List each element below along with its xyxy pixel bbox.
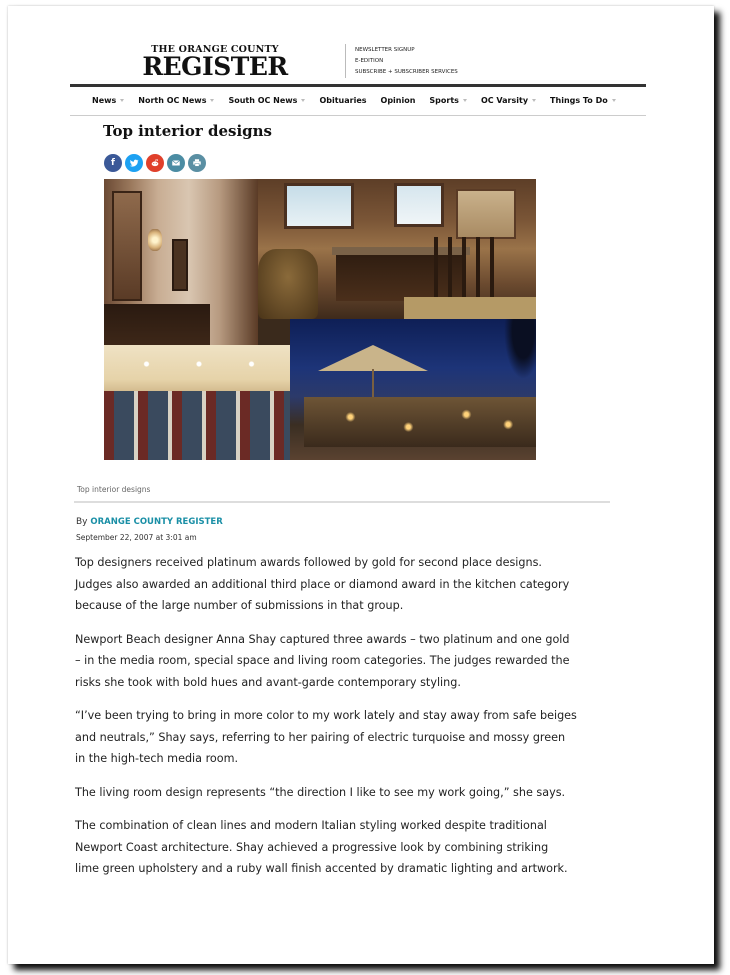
register-logo[interactable]: [140, 44, 290, 82]
paragraph-line: Newport Beach designer Anna Shay captured three awards – two platinum and one gold: [75, 632, 570, 646]
reddit-icon: [150, 158, 160, 168]
nav-item-things-to-do[interactable]: [550, 96, 616, 105]
paragraph-line: Top designers received platinum awards followed by gold for second place designs.: [75, 556, 542, 569]
paragraph: [75, 629, 605, 694]
patio-lights: [304, 397, 536, 447]
e-edition-link[interactable]: E-EDITION: [355, 58, 384, 64]
nav-label: North OC News: [138, 96, 207, 105]
share-buttons: [104, 154, 209, 172]
nav-item-opinion[interactable]: [381, 96, 416, 105]
paragraph-line: – in the media room, special space and living room categories. The judges rewarded the: [75, 654, 570, 667]
artwork-frame: [172, 239, 188, 291]
paragraph-line: and neutrals,” Shay says, referring to her pairing of electric turquoise and mossy green: [75, 730, 566, 744]
chevron-down-icon: [463, 99, 467, 102]
kitchen-floor: [404, 297, 536, 319]
chevron-down-icon: [120, 99, 124, 102]
kitchen-window: [284, 183, 354, 229]
paragraph-line: lime green upholstery and a ruby wall finish accented by dramatic lighting and artwork.: [75, 862, 568, 875]
nav-item-north-oc-news[interactable]: [138, 96, 214, 105]
image-caption: Top interior designs: [77, 485, 151, 494]
nav-label: Sports: [429, 96, 459, 105]
nav-item-south-oc-news[interactable]: [228, 96, 305, 105]
nav-list: [92, 96, 630, 105]
nav-label: Obituaries: [319, 96, 367, 105]
print-share-button[interactable]: [188, 154, 206, 172]
main-nav: [70, 84, 646, 116]
nav-item-sports[interactable]: [429, 96, 467, 105]
nav-item-obituaries[interactable]: [319, 96, 366, 105]
kitchen-backsplash: [456, 189, 516, 239]
masthead-divider: [345, 44, 346, 78]
chevron-down-icon: [210, 99, 214, 102]
nav-label: Things To Do: [550, 96, 608, 105]
kitchen-window-right: [394, 183, 444, 227]
twitter-icon: [129, 158, 139, 168]
paragraph-line: Newport Coast architecture. Shay achieved a progressive look by combining striking: [75, 840, 549, 854]
mirror-frame: [112, 191, 142, 301]
paragraph: [75, 815, 605, 880]
paragraph-line: risks she took with bold hues and avant-garde contemporary styling.: [75, 675, 461, 689]
chevron-down-icon: [532, 99, 536, 102]
facebook-share-button[interactable]: [104, 154, 122, 172]
paragraph-line: Judges also awarded an additional third place or diamond award in the kitchen category: [75, 577, 570, 591]
chevron-down-icon: [612, 99, 616, 102]
ceiling-lights: [124, 351, 274, 377]
byline-prefix: By: [76, 517, 88, 527]
paragraph-line: “I’ve been trying to bring in more color to my work lately and stay away from safe beiges: [75, 709, 577, 722]
logo-main-text: REGISTER: [142, 52, 288, 81]
nav-label: News: [92, 96, 117, 105]
nav-label: South OC News: [228, 96, 298, 105]
newsletter-signup-link[interactable]: NEWSLETTER SIGNUP: [355, 47, 415, 53]
masthead-links: [355, 45, 458, 78]
paragraph-line: The living room design represents “the direction I like to see my work going,” she says.: [75, 785, 566, 799]
facebook-icon: f: [111, 158, 115, 168]
email-share-button[interactable]: [167, 154, 185, 172]
armchair: [258, 249, 318, 319]
twitter-share-button[interactable]: [125, 154, 143, 172]
logo-top-text: THE ORANGE COUNTY: [151, 44, 279, 55]
email-icon: [171, 158, 181, 168]
masthead: [70, 44, 646, 86]
byline: [76, 517, 223, 527]
caption-divider: [74, 501, 610, 503]
article-title: Top interior designs: [103, 122, 272, 140]
paragraph: [75, 552, 605, 617]
nav-item-news[interactable]: [92, 96, 124, 105]
paragraph: [75, 705, 605, 770]
author-link[interactable]: ORANGE COUNTY REGISTER: [90, 517, 223, 527]
paragraph: [75, 782, 605, 804]
chevron-down-icon: [301, 99, 305, 102]
print-icon: [192, 158, 202, 168]
publish-date: September 22, 2007 at 3:01 am: [76, 533, 197, 542]
nav-label: OC Varsity: [480, 96, 529, 105]
paragraph-line: in the high-tech media room.: [75, 752, 239, 765]
wall-sconce: [148, 229, 162, 251]
paragraph-line: The combination of clean lines and modern Italian styling worked despite traditional: [75, 819, 547, 832]
vanity-counter: [104, 304, 210, 345]
nav-item-oc-varsity[interactable]: [481, 96, 536, 105]
windows: [104, 391, 290, 460]
paragraph-line: because of the large number of submissions in that group.: [75, 599, 404, 612]
palm-silhouette: [504, 319, 536, 379]
nav-label: Opinion: [380, 96, 416, 105]
article-body: [75, 552, 605, 880]
subscribe-link[interactable]: SUBSCRIBE + SUBSCRIBER SERVICES: [355, 69, 458, 75]
article-hero-image[interactable]: [104, 179, 536, 460]
reddit-share-button[interactable]: [146, 154, 164, 172]
